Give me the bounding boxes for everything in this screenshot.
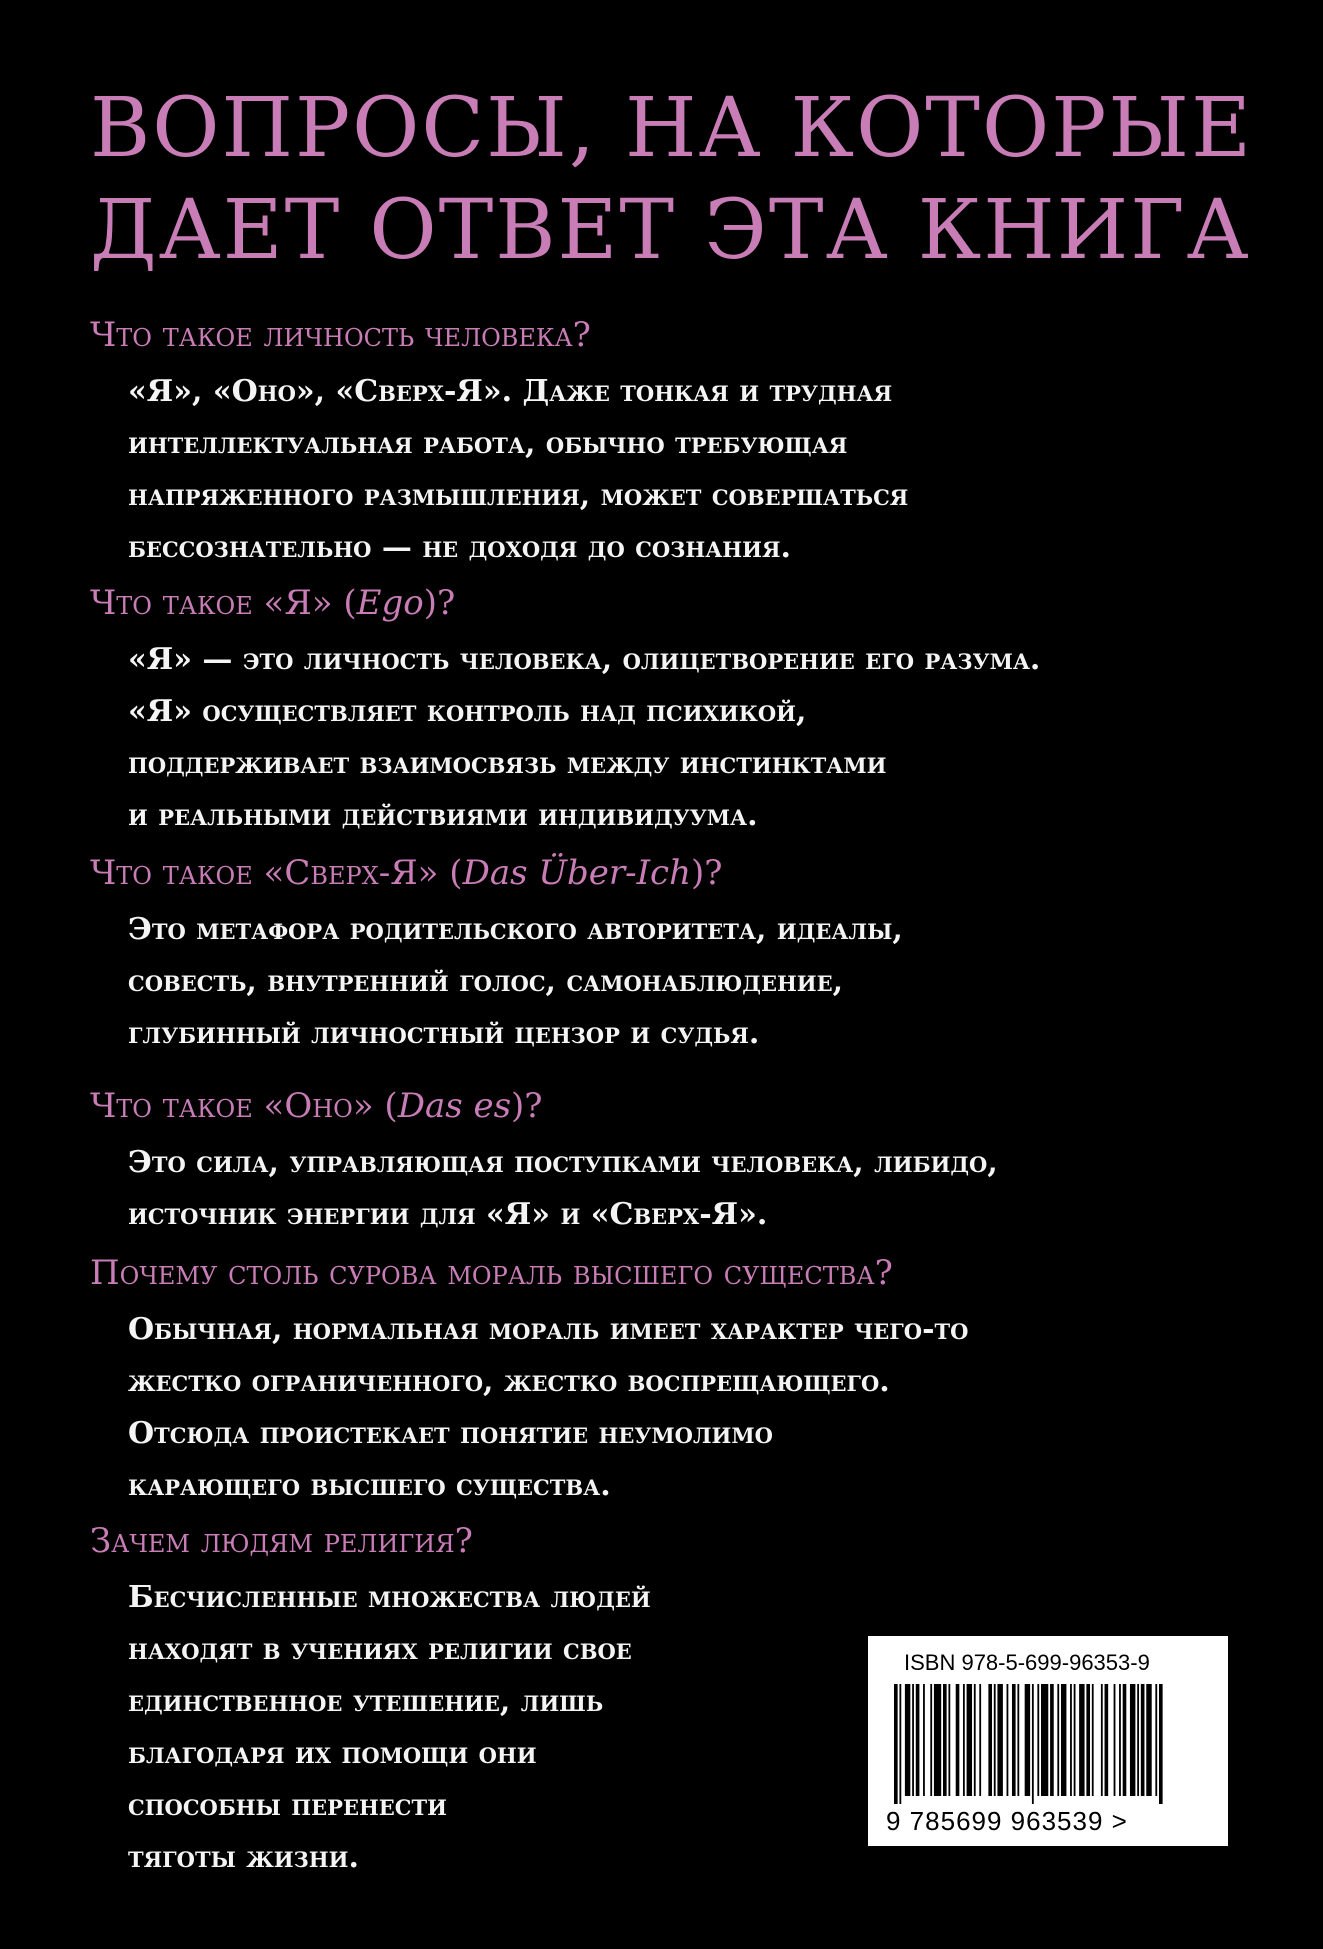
answer-line: карающего высшего существа. (128, 1468, 611, 1503)
answer-line: «Я» осуществляет контроль над психикой, (128, 694, 807, 729)
barcode-bar (934, 1684, 941, 1796)
barcode-bar (1105, 1684, 1109, 1796)
barcode-bar (1032, 1684, 1034, 1804)
answer-text (128, 366, 1290, 574)
answer-text (128, 1304, 1290, 1512)
barcode-bar (979, 1684, 981, 1796)
answer-line: бессознательно — не доходя до сознания. (128, 530, 791, 565)
barcode-bar (1050, 1684, 1054, 1796)
answer-line: поддерживает взаимосвязь между инстинктами (128, 746, 887, 781)
answer-line: благодаря их помощи они (128, 1736, 537, 1771)
question-term: Das es (397, 1086, 512, 1126)
barcode-bar (1086, 1684, 1090, 1796)
isbn-barcode (868, 1636, 1228, 1846)
barcode-bar (1155, 1684, 1157, 1796)
barcode-bar (994, 1684, 996, 1796)
qa-section-superego (90, 850, 1290, 1060)
barcode-bar (930, 1684, 932, 1796)
barcode-bar (1017, 1684, 1019, 1796)
answer-line: единственное утешение, лишь (128, 1684, 604, 1719)
question-text: Что такое «Сверх-Я» ( (90, 853, 463, 893)
question-text-end: )? (511, 1086, 543, 1126)
barcode-bar (963, 1684, 965, 1796)
barcode-bar (1137, 1684, 1139, 1796)
barcode-bar (1025, 1684, 1030, 1796)
barcode-bar (1061, 1684, 1066, 1796)
qa-section-id (90, 1083, 1290, 1241)
answer-line: напряженного размышления, может совершаться (128, 478, 909, 513)
answer-line: и реальными действиями индивидуума. (128, 798, 758, 833)
barcode-bar (923, 1684, 925, 1796)
barcode-bars (894, 1684, 1204, 1804)
barcode-bar (943, 1684, 947, 1796)
question-heading: Что такое личность человека? (90, 315, 591, 355)
barcode-bar (1041, 1684, 1048, 1796)
isbn-label: ISBN 978-5-699-96353-9 (904, 1650, 1150, 1675)
question-text: Что такое «Оно» ( (90, 1086, 398, 1126)
barcode-bar (974, 1684, 976, 1796)
answer-line: совесть, внутренний голос, самонаблюдение, (128, 964, 844, 999)
barcode-bar (1101, 1684, 1103, 1796)
answer-line: находят в учениях религии свое (128, 1632, 632, 1667)
barcode-bar (1114, 1684, 1116, 1796)
answer-line: глубинный личностный цензор и судья. (128, 1016, 760, 1051)
barcode-bar (1146, 1684, 1151, 1796)
cover-title-line-1: ВОПРОСЫ, НА КОТОРЫЕ (90, 81, 1253, 176)
question-term: Das Über-Ich (462, 853, 691, 893)
question-text-end: )? (691, 853, 723, 893)
qa-section-ego (90, 580, 1290, 842)
barcode-bar (916, 1684, 920, 1796)
answer-line: Обычная, нормальная мораль имеет характер чего-то (128, 1312, 969, 1347)
barcode-bar (988, 1684, 992, 1796)
answer-line: Это сила, управляющая поступками человека, либидо, (128, 1145, 998, 1180)
barcode-bar (894, 1684, 898, 1804)
barcode-bar (912, 1684, 914, 1796)
answer-line: Отсюда проистекает понятие неумолимо (128, 1416, 773, 1451)
question-term: Ego (356, 583, 424, 623)
barcode-bar (1130, 1684, 1135, 1796)
qa-section-personality (90, 312, 1290, 574)
barcode-bar (899, 1684, 901, 1804)
answer-line: источник энергии для «Я» и «Сверх-Я». (128, 1197, 768, 1232)
barcode-bar (1057, 1684, 1059, 1796)
barcode-bar (997, 1684, 1002, 1796)
qa-section-morality (90, 1250, 1290, 1512)
cover-title-line-2: ДАЕТ ОТВЕТ ЭТА КНИГА (90, 183, 1251, 278)
question-text: Что такое «Я» ( (90, 583, 357, 623)
answer-line: жестко ограниченного, жестко воспрещающего. (128, 1364, 890, 1399)
barcode-bar (1119, 1684, 1121, 1796)
barcode-bar (905, 1684, 910, 1796)
barcode-bar (1074, 1684, 1076, 1796)
answer-text (128, 634, 1290, 842)
answer-line: «Я», «Оно», «Сверх-Я». Даже тонкая и трудная (128, 374, 893, 409)
answer-line: Бесчисленные множества людей (128, 1580, 651, 1615)
barcode-bar (1092, 1684, 1094, 1796)
barcode-bar (948, 1684, 950, 1796)
answer-line: тяготы жизни. (128, 1840, 359, 1875)
cover-title (90, 78, 1270, 282)
barcode-bar (1012, 1684, 1016, 1796)
question-text-end: )? (423, 583, 456, 623)
barcode-bar (1159, 1684, 1163, 1804)
answer-text (128, 904, 1290, 1060)
barcode-bar (1070, 1684, 1072, 1796)
answer-line: способны перенести (128, 1788, 447, 1823)
barcode-bar (1141, 1684, 1145, 1796)
answer-text (128, 1137, 1290, 1241)
barcode-bar (1079, 1684, 1084, 1796)
answer-line: «Я» — это личность человека, олицетворение его разума. (128, 642, 1041, 677)
question-heading (90, 580, 1290, 626)
barcode-bar (956, 1684, 960, 1796)
barcode-bar (1037, 1684, 1039, 1796)
barcode-bar (1123, 1684, 1127, 1796)
question-heading: Зачем людям религия? (90, 1521, 473, 1561)
question-heading (90, 1083, 1290, 1129)
answer-line: интеллектуальная работа, обычно требующая (128, 426, 848, 461)
question-heading: Почему столь сурова мораль высшего существа? (90, 1253, 893, 1293)
question-heading (90, 850, 1290, 896)
barcode-bar (967, 1684, 972, 1796)
barcode-bar (1007, 1684, 1009, 1796)
answer-line: Это метафора родительского авторитета, идеалы, (128, 912, 903, 947)
barcode-digits: 9 785699 963539 > (886, 1806, 1128, 1836)
